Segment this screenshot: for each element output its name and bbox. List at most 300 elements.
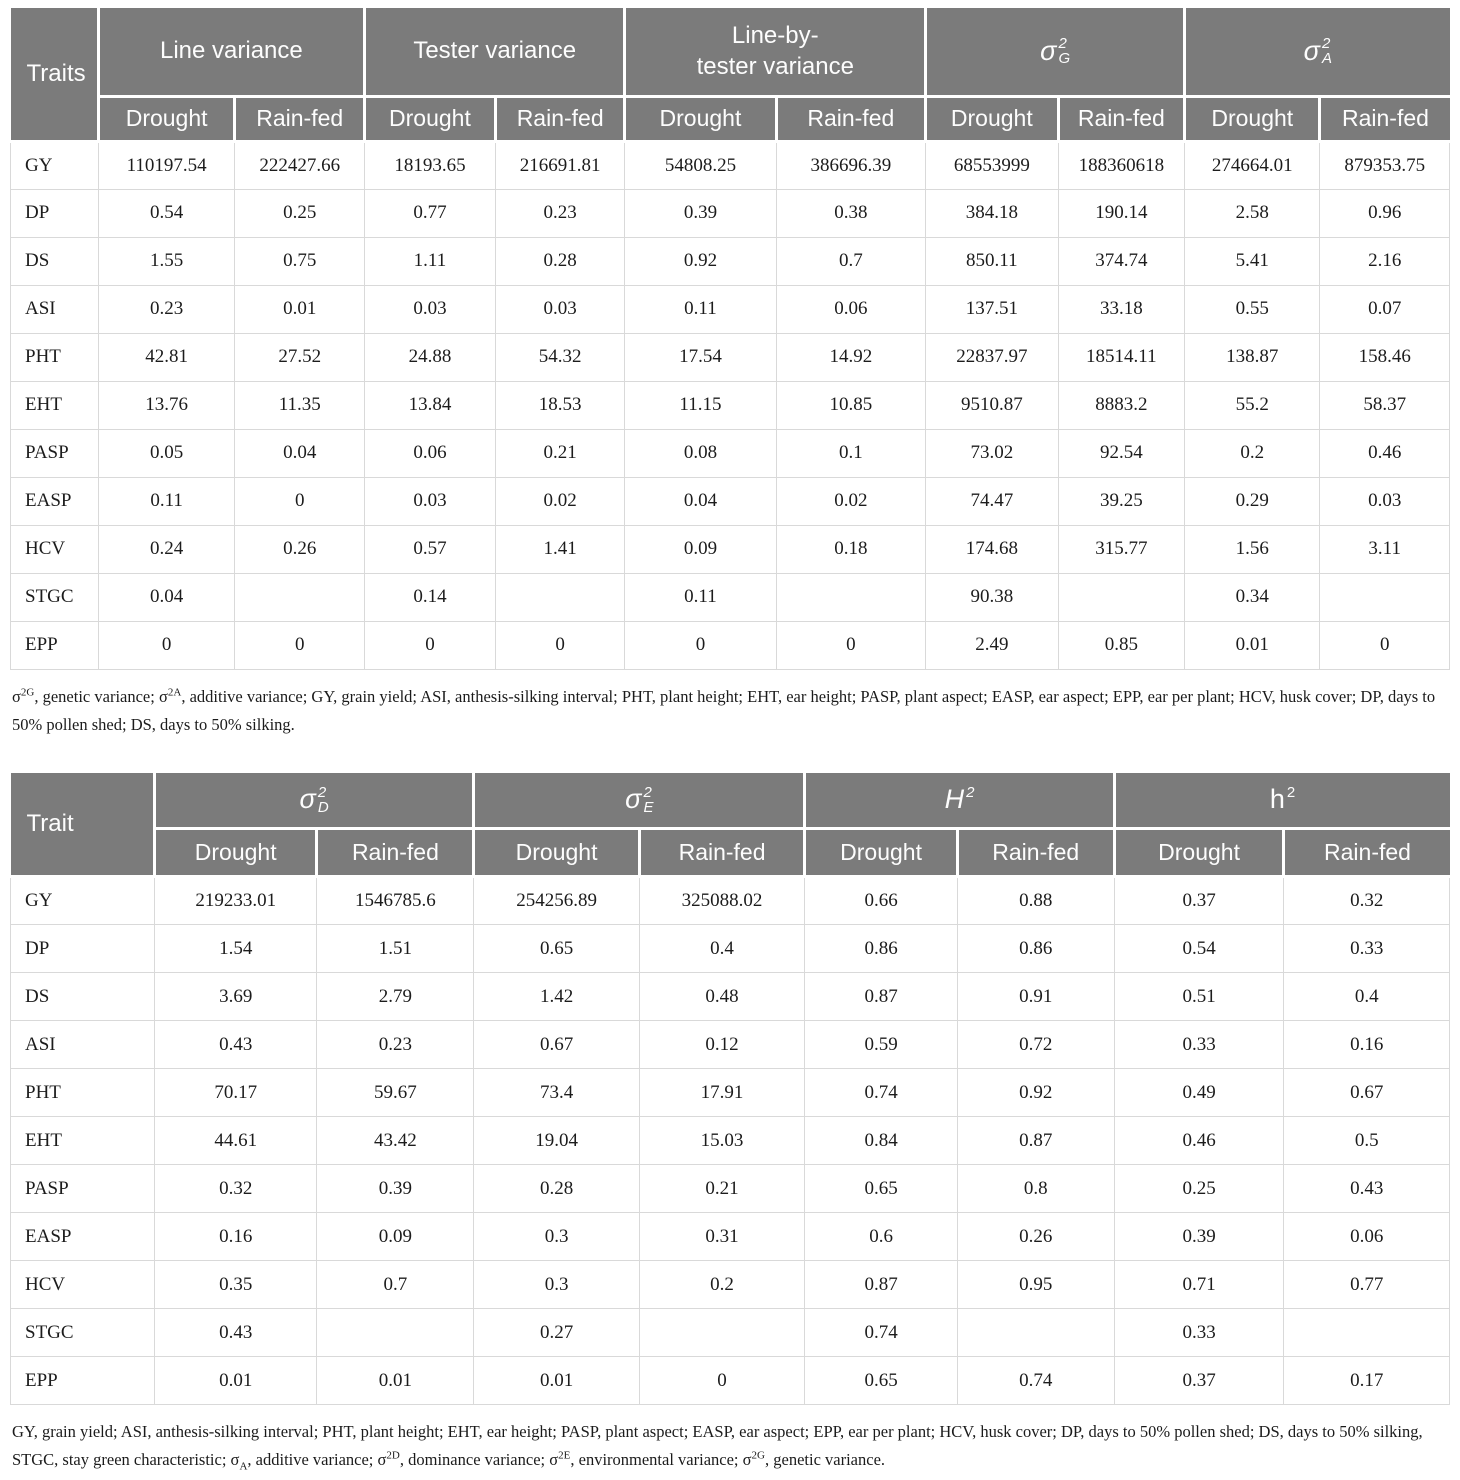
value-cell: 0.23 [317, 1021, 474, 1069]
value-cell: 8883.2 [1058, 381, 1185, 429]
value-cell: 274664.01 [1185, 141, 1320, 189]
value-cell: 0.08 [625, 429, 776, 477]
value-cell: 19.04 [474, 1117, 639, 1165]
sub-header-drought: Drought [364, 96, 495, 141]
table1-header [11, 8, 1450, 141]
value-cell: 2.79 [317, 973, 474, 1021]
value-cell: 174.68 [926, 525, 1058, 573]
value-cell: 2.49 [926, 621, 1058, 669]
value-cell: 0.46 [1320, 429, 1450, 477]
value-cell: 73.4 [474, 1069, 639, 1117]
value-cell: 0.88 [957, 877, 1114, 925]
value-cell: 0.86 [805, 925, 958, 973]
value-cell: 0.05 [98, 429, 235, 477]
variance-components-table [10, 8, 1450, 670]
value-cell: 1546785.6 [317, 877, 474, 925]
traits-column-header: Traits [11, 8, 99, 141]
value-cell: 0.04 [235, 429, 365, 477]
sigma-squared-d-symbol: σ 2 D [299, 783, 329, 816]
value-cell: 138.87 [1185, 333, 1320, 381]
trait-label: EASP [11, 477, 99, 525]
value-cell: 1.55 [98, 237, 235, 285]
footnote-text: , dominance variance; [399, 1450, 550, 1470]
trait-label: EPP [11, 621, 99, 669]
value-cell: 0.23 [495, 189, 625, 237]
value-cell: 188360618 [1058, 141, 1185, 189]
value-cell: 1.42 [474, 973, 639, 1021]
table-row [11, 1117, 1450, 1165]
table-row [11, 1069, 1450, 1117]
table-row [11, 429, 1450, 477]
value-cell: 0.09 [317, 1213, 474, 1261]
value-cell: 0.04 [625, 477, 776, 525]
value-cell: 0.24 [98, 525, 235, 573]
superscript: 2D [386, 1449, 400, 1462]
subscript: A [239, 1460, 248, 1473]
value-cell: 24.88 [364, 333, 495, 381]
value-cell: 0.55 [1185, 285, 1320, 333]
table-row [11, 1021, 1450, 1069]
line-variance-header: Line variance [98, 8, 364, 96]
value-cell: 22837.97 [926, 333, 1058, 381]
table-row [11, 381, 1450, 429]
trait-label: EHT [11, 1117, 155, 1165]
value-cell: 0 [235, 621, 365, 669]
value-cell: 0.57 [364, 525, 495, 573]
tester-variance-header: Tester variance [364, 8, 624, 96]
value-cell: 0.87 [805, 973, 958, 1021]
sub-header-drought: Drought [154, 829, 317, 877]
value-cell: 0.33 [1114, 1309, 1284, 1357]
value-cell: 0 [639, 1357, 804, 1405]
value-cell: 0.65 [474, 925, 639, 973]
superscript: 2E [558, 1449, 571, 1462]
value-cell: 254256.89 [474, 877, 639, 925]
value-cell: 0.09 [625, 525, 776, 573]
value-cell: 0.54 [98, 189, 235, 237]
sub-header-rainfed: Rain-fed [1284, 829, 1450, 877]
value-cell: 44.61 [154, 1117, 317, 1165]
table-row [11, 141, 1450, 189]
table-row [11, 973, 1450, 1021]
footnote-text: , genetic variance; [34, 686, 159, 706]
value-cell: 0.5 [1284, 1117, 1450, 1165]
value-cell: 39.25 [1058, 477, 1185, 525]
sub-header-drought: Drought [474, 829, 639, 877]
table-row [11, 1309, 1450, 1357]
value-cell: 0.29 [1185, 477, 1320, 525]
trait-label: DS [11, 973, 155, 1021]
trait-label: PHT [11, 333, 99, 381]
sigma-squared-e-symbol: σ 2 E [625, 783, 654, 816]
value-cell: 43.42 [317, 1117, 474, 1165]
value-cell: 3.69 [154, 973, 317, 1021]
value-cell: 18.53 [495, 381, 625, 429]
value-cell: 58.37 [1320, 381, 1450, 429]
value-cell [317, 1309, 474, 1357]
superscript: 2G [751, 1449, 765, 1462]
sub-header-drought: Drought [1114, 829, 1284, 877]
trait-label: STGC [11, 1309, 155, 1357]
value-cell: 68553999 [926, 141, 1058, 189]
value-cell: 0.28 [474, 1165, 639, 1213]
trait-column-header: Trait [11, 773, 155, 877]
value-cell: 0.01 [154, 1357, 317, 1405]
table-row [11, 237, 1450, 285]
value-cell: 0.85 [1058, 621, 1185, 669]
value-cell: 0.39 [1114, 1213, 1284, 1261]
value-cell: 2.16 [1320, 237, 1450, 285]
value-cell: 0.39 [625, 189, 776, 237]
value-cell: 0.11 [625, 573, 776, 621]
value-cell: 0.66 [805, 877, 958, 925]
table1-body [11, 141, 1450, 669]
value-cell: 0.2 [639, 1261, 804, 1309]
broad-sense-heritability-header [805, 773, 1114, 829]
value-cell: 0.04 [98, 573, 235, 621]
value-cell: 0.28 [495, 237, 625, 285]
trait-label: DP [11, 925, 155, 973]
value-cell: 0.21 [639, 1165, 804, 1213]
value-cell: 0.27 [474, 1309, 639, 1357]
value-cell: 0.4 [1284, 973, 1450, 1021]
value-cell: 0.8 [957, 1165, 1114, 1213]
value-cell: 879353.75 [1320, 141, 1450, 189]
sub-header-rainfed: Rain-fed [495, 96, 625, 141]
value-cell: 11.15 [625, 381, 776, 429]
value-cell: 13.76 [98, 381, 235, 429]
dominance-variance-symbol-header [154, 773, 473, 829]
footnote-text: , environmental variance; [570, 1450, 743, 1470]
value-cell: 0.25 [235, 189, 365, 237]
value-cell: 13.84 [364, 381, 495, 429]
table-row [11, 333, 1450, 381]
sigma-squared-g-symbol: σ 2 G [1040, 35, 1071, 67]
trait-label: HCV [11, 1261, 155, 1309]
value-cell: 0.25 [1114, 1165, 1284, 1213]
value-cell: 0.43 [154, 1309, 317, 1357]
table1-footnote [12, 683, 1448, 739]
value-cell: 33.18 [1058, 285, 1185, 333]
value-cell: 1.54 [154, 925, 317, 973]
value-cell: 384.18 [926, 189, 1058, 237]
value-cell: 0.96 [1320, 189, 1450, 237]
value-cell: 0.91 [957, 973, 1114, 1021]
value-cell: 0.03 [495, 285, 625, 333]
value-cell: 0.74 [805, 1309, 958, 1357]
sub-header-drought: Drought [98, 96, 235, 141]
value-cell [1320, 573, 1450, 621]
value-cell: 1.51 [317, 925, 474, 973]
table-row [11, 925, 1450, 973]
value-cell: 0.1 [776, 429, 926, 477]
value-cell: 0.01 [317, 1357, 474, 1405]
value-cell: 0.95 [957, 1261, 1114, 1309]
trait-label: ASI [11, 285, 99, 333]
table-row [11, 877, 1450, 925]
sigma-symbol: σ [12, 686, 21, 706]
value-cell: 0.03 [364, 477, 495, 525]
value-cell: 219233.01 [154, 877, 317, 925]
value-cell: 0.51 [1114, 973, 1284, 1021]
value-cell: 3.11 [1320, 525, 1450, 573]
value-cell: 0 [98, 621, 235, 669]
sub-header-drought: Drought [926, 96, 1058, 141]
value-cell [639, 1309, 804, 1357]
value-cell: 0.87 [957, 1117, 1114, 1165]
value-cell: 1.41 [495, 525, 625, 573]
sigma-symbol: σ [158, 686, 168, 706]
value-cell: 0.72 [957, 1021, 1114, 1069]
sigma-symbol: σ [549, 1450, 559, 1470]
sub-header-row [11, 96, 1450, 141]
value-cell: 5.41 [1185, 237, 1320, 285]
value-cell: 0.74 [957, 1357, 1114, 1405]
value-cell: 11.35 [235, 381, 365, 429]
value-cell: 18193.65 [364, 141, 495, 189]
table-row [11, 1357, 1450, 1405]
table-row [11, 621, 1450, 669]
value-cell: 0.59 [805, 1021, 958, 1069]
h-squared-lowercase-symbol: h 2 [1269, 783, 1296, 815]
value-cell: 0.54 [1114, 925, 1284, 973]
value-cell: 0 [364, 621, 495, 669]
value-cell: 42.81 [98, 333, 235, 381]
value-cell: 110197.54 [98, 141, 235, 189]
value-cell: 73.02 [926, 429, 1058, 477]
sub-header-drought: Drought [625, 96, 776, 141]
trait-label: EASP [11, 1213, 155, 1261]
table-row [11, 477, 1450, 525]
value-cell: 0.33 [1114, 1021, 1284, 1069]
trait-label: DP [11, 189, 99, 237]
value-cell: 15.03 [639, 1117, 804, 1165]
header-line2: tester variance [696, 53, 854, 81]
value-cell: 0.46 [1114, 1117, 1284, 1165]
narrow-sense-heritability-header [1114, 773, 1449, 829]
value-cell: 0.39 [317, 1165, 474, 1213]
value-cell: 216691.81 [495, 141, 625, 189]
value-cell: 0.11 [98, 477, 235, 525]
value-cell: 0.02 [776, 477, 926, 525]
value-cell: 54.32 [495, 333, 625, 381]
value-cell: 0.21 [495, 429, 625, 477]
sub-header-drought: Drought [1185, 96, 1320, 141]
value-cell: 0.32 [154, 1165, 317, 1213]
value-cell: 0 [495, 621, 625, 669]
h-squared-uppercase-symbol: H 2 [944, 783, 975, 815]
value-cell: 0.11 [625, 285, 776, 333]
value-cell: 374.74 [1058, 237, 1185, 285]
sigma-squared-a-symbol: σ 2 A [1303, 35, 1332, 67]
value-cell: 0.65 [805, 1357, 958, 1405]
value-cell: 137.51 [926, 285, 1058, 333]
value-cell [495, 573, 625, 621]
table-row [11, 525, 1450, 573]
value-cell: 18514.11 [1058, 333, 1185, 381]
environmental-variance-symbol-header [474, 773, 805, 829]
value-cell: 0.01 [235, 285, 365, 333]
trait-label: PASP [11, 1165, 155, 1213]
trait-label: PASP [11, 429, 99, 477]
footnote-text: GY, grain yield; ASI, anthesis-silking interval; PHT, plant height; EHT, ear height; PASP, plant aspect; EASP, ear aspect; EPP, ear per plant; HCV, husk cover; DP, days to 50% pollen shed; DS, days to 50% silking, STGC, stay green characteristic; [12, 1422, 1423, 1470]
value-cell: 0.01 [1185, 621, 1320, 669]
table-row [11, 1165, 1450, 1213]
value-cell: 0 [776, 621, 926, 669]
value-cell: 0.26 [957, 1213, 1114, 1261]
value-cell: 0.37 [1114, 877, 1284, 925]
value-cell: 0.03 [1320, 477, 1450, 525]
value-cell: 1.11 [364, 237, 495, 285]
value-cell: 92.54 [1058, 429, 1185, 477]
table-row [11, 189, 1450, 237]
sub-header-row [11, 829, 1450, 877]
value-cell: 0.3 [474, 1261, 639, 1309]
value-cell: 850.11 [926, 237, 1058, 285]
value-cell: 0.75 [235, 237, 365, 285]
trait-label: STGC [11, 573, 99, 621]
value-cell: 325088.02 [639, 877, 804, 925]
table-row [11, 1213, 1450, 1261]
value-cell: 190.14 [1058, 189, 1185, 237]
value-cell: 55.2 [1185, 381, 1320, 429]
value-cell: 222427.66 [235, 141, 365, 189]
value-cell: 0.4 [639, 925, 804, 973]
value-cell: 0.32 [1284, 877, 1450, 925]
value-cell: 0.65 [805, 1165, 958, 1213]
sigma-symbol: σ [742, 1450, 752, 1470]
value-cell: 0.31 [639, 1213, 804, 1261]
superscript: 2G [20, 686, 35, 698]
value-cell: 0.16 [1284, 1021, 1450, 1069]
sub-header-rainfed: Rain-fed [1320, 96, 1450, 141]
value-cell: 158.46 [1320, 333, 1450, 381]
trait-label: GY [11, 877, 155, 925]
value-cell: 0.14 [364, 573, 495, 621]
value-cell: 0.86 [957, 925, 1114, 973]
value-cell: 0.49 [1114, 1069, 1284, 1117]
value-cell: 0.06 [364, 429, 495, 477]
table-row [11, 1261, 1450, 1309]
table-row [11, 285, 1450, 333]
value-cell: 17.91 [639, 1069, 804, 1117]
value-cell: 27.52 [235, 333, 365, 381]
value-cell: 0.3 [474, 1213, 639, 1261]
value-cell: 0.48 [639, 973, 804, 1021]
trait-label: EHT [11, 381, 99, 429]
value-cell: 0.37 [1114, 1357, 1284, 1405]
sub-header-rainfed: Rain-fed [957, 829, 1114, 877]
value-cell: 0.7 [776, 237, 926, 285]
value-cell: 0.43 [1284, 1165, 1450, 1213]
value-cell: 0.07 [1320, 285, 1450, 333]
value-cell: 90.38 [926, 573, 1058, 621]
trait-label: DS [11, 237, 99, 285]
value-cell: 0.18 [776, 525, 926, 573]
value-cell: 0.17 [1284, 1357, 1450, 1405]
additive-variance-symbol-header [1185, 8, 1450, 96]
value-cell: 1.56 [1185, 525, 1320, 573]
value-cell: 0.6 [805, 1213, 958, 1261]
value-cell: 74.47 [926, 477, 1058, 525]
superscript: 2A [167, 686, 182, 698]
sigma-symbol: σ [230, 1450, 240, 1470]
value-cell: 0.34 [1185, 573, 1320, 621]
value-cell: 14.92 [776, 333, 926, 381]
value-cell: 54808.25 [625, 141, 776, 189]
line-by-tester-variance-header [625, 8, 926, 96]
value-cell: 315.77 [1058, 525, 1185, 573]
value-cell: 0.06 [776, 285, 926, 333]
value-cell: 0.01 [474, 1357, 639, 1405]
value-cell: 2.58 [1185, 189, 1320, 237]
sub-header-rainfed: Rain-fed [639, 829, 804, 877]
value-cell: 0.74 [805, 1069, 958, 1117]
footnote-text: , additive variance; GY, grain yield; ASI, anthesis-silking interval; PHT, plant height; EHT, ear height; PASP, plant aspect; EASP, ear aspect; EPP, ear per plant; HCV, husk cover; DP, days to 50% pollen shed; DS, days to 50% silking. [12, 686, 1436, 734]
value-cell: 0.33 [1284, 925, 1450, 973]
value-cell: 0.7 [317, 1261, 474, 1309]
value-cell: 0.92 [957, 1069, 1114, 1117]
value-cell: 0.38 [776, 189, 926, 237]
value-cell: 0.77 [1284, 1261, 1450, 1309]
value-cell: 0.67 [1284, 1069, 1450, 1117]
value-cell: 0.92 [625, 237, 776, 285]
sub-header-drought: Drought [805, 829, 958, 877]
trait-label: PHT [11, 1069, 155, 1117]
genetic-variance-symbol-header [926, 8, 1185, 96]
value-cell: 0 [625, 621, 776, 669]
trait-label: GY [11, 141, 99, 189]
value-cell: 0.77 [364, 189, 495, 237]
value-cell: 0.26 [235, 525, 365, 573]
value-cell: 70.17 [154, 1069, 317, 1117]
value-cell [957, 1309, 1114, 1357]
value-cell: 386696.39 [776, 141, 926, 189]
trait-label: HCV [11, 525, 99, 573]
value-cell: 0 [235, 477, 365, 525]
table2-body [11, 877, 1450, 1405]
value-cell [776, 573, 926, 621]
value-cell: 0 [1320, 621, 1450, 669]
table-row [11, 573, 1450, 621]
value-cell: 0.12 [639, 1021, 804, 1069]
group-header-row [11, 773, 1450, 829]
sub-header-rainfed: Rain-fed [235, 96, 365, 141]
footnote-text: , genetic variance. [765, 1450, 886, 1470]
trait-label: ASI [11, 1021, 155, 1069]
value-cell: 0.16 [154, 1213, 317, 1261]
group-header-row [11, 8, 1450, 96]
value-cell [1058, 573, 1185, 621]
trait-label: EPP [11, 1357, 155, 1405]
value-cell: 0.71 [1114, 1261, 1284, 1309]
table2-footnote [12, 1418, 1448, 1474]
value-cell: 0.03 [364, 285, 495, 333]
value-cell: 0.2 [1185, 429, 1320, 477]
table2-header [11, 773, 1450, 877]
sub-header-rainfed: Rain-fed [776, 96, 926, 141]
value-cell: 0.23 [98, 285, 235, 333]
value-cell: 0.35 [154, 1261, 317, 1309]
sub-header-rainfed: Rain-fed [317, 829, 474, 877]
header-line1: Line-by- [731, 22, 819, 50]
value-cell: 0.43 [154, 1021, 317, 1069]
value-cell: 0.84 [805, 1117, 958, 1165]
value-cell: 10.85 [776, 381, 926, 429]
value-cell: 0.02 [495, 477, 625, 525]
value-cell: 17.54 [625, 333, 776, 381]
value-cell [1284, 1309, 1450, 1357]
